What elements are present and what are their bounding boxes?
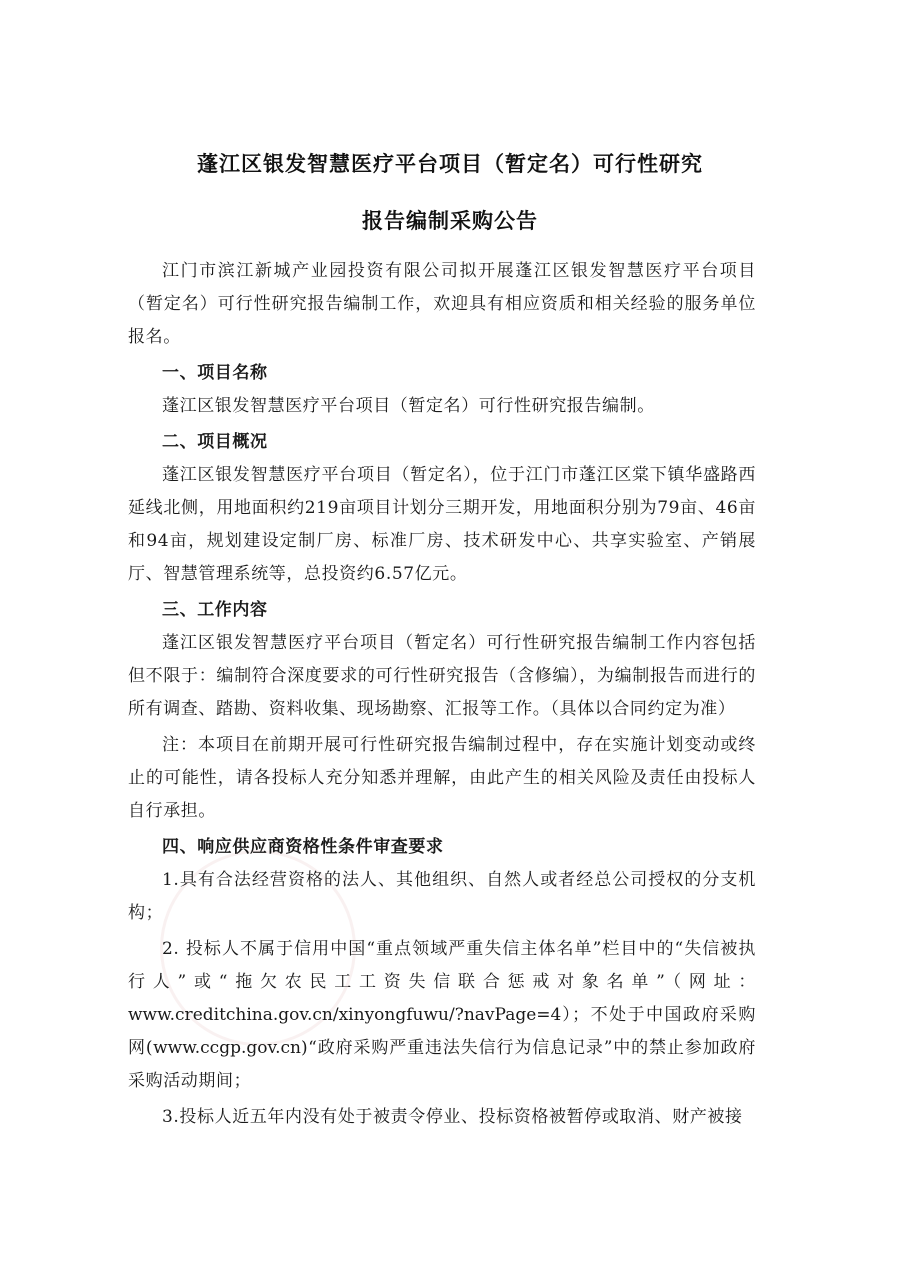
document-body [128, 255, 756, 1134]
section-heading-work-content: 三、工作内容 [162, 600, 268, 620]
section-body-project-overview: 蓬江区银发智慧医疗平台项目（暂定名），位于江门市蓬江区棠下镇华盛路西延线北侧，用地面积约219亩项目计划分三期开发，用地面积分别为79亩、46亩和94亩，规划建设定制厂房、标准厂房、技术研发中心、共享实验室、产销展厅、智慧管理系统等，总投资约6.57亿元。 [128, 465, 756, 584]
section-heading-project-overview: 二、项目概况 [162, 432, 268, 452]
document-title-line2: 报告编制采购公告 [362, 209, 538, 233]
qualification-item-2-text-a: 2. 投标人不属于信用中国“重点领域严重失信主体名单”栏目中的“失信被执行人”或“拖欠农民工工资失信联合惩戒对象名单”（网址： [128, 939, 756, 992]
section-heading-project-name: 一、项目名称 [162, 363, 268, 383]
section-note: 注：本项目在前期开展可行性研究报告编制过程中，存在实施计划变动或终止的可能性，请各投标人充分知悉并理解，由此产生的相关风险及责任由投标人自行承担。 [128, 735, 756, 821]
intro-paragraph: 江门市滨江新城产业园投资有限公司拟开展蓬江区银发智慧医疗平台项目（暂定名）可行性研究报告编制工作，欢迎具有相应资质和相关经验的服务单位报名。 [128, 261, 756, 347]
qualification-item-2 [128, 933, 756, 1098]
ccgp-url: www.ccgp.gov.cn [153, 1038, 301, 1058]
qualification-item-1: 1.具有合法经营资格的法人、其他组织、自然人或者经总公司授权的分支机构； [128, 870, 756, 923]
qualification-item-3: 3.投标人近五年内没有处于被责令停业、投标资格被暂停或取消、财产被接 [162, 1107, 743, 1127]
document-title-line1: 蓬江区银发智慧医疗平台项目（暂定名）可行性研究 [197, 152, 703, 176]
section-body-work-content: 蓬江区银发智慧医疗平台项目（暂定名）可行性研究报告编制工作内容包括但不限于：编制符合深度要求的可行性研究报告（含修编），为编制报告而进行的所有调查、踏勘、资料收集、现场勘察、汇报等工作。（具体以合同约定为准） [128, 633, 756, 719]
section-body-project-name: 蓬江区银发智慧医疗平台项目（暂定名）可行性研究报告编制。 [162, 396, 655, 416]
section-heading-qualification: 四、响应供应商资格性条件审查要求 [162, 837, 444, 857]
creditchina-url: www.creditchina.gov.cn/xinyongfuwu/?navPage=4 [128, 1005, 562, 1025]
qualification-item-2-text-c: )“政府采购严重违法失信行为信息记录”中的禁止参加政府采购活动期间； [128, 1038, 756, 1091]
qualification-item-2-text-b: ）；不处于中国政府采购网( [128, 1005, 756, 1058]
